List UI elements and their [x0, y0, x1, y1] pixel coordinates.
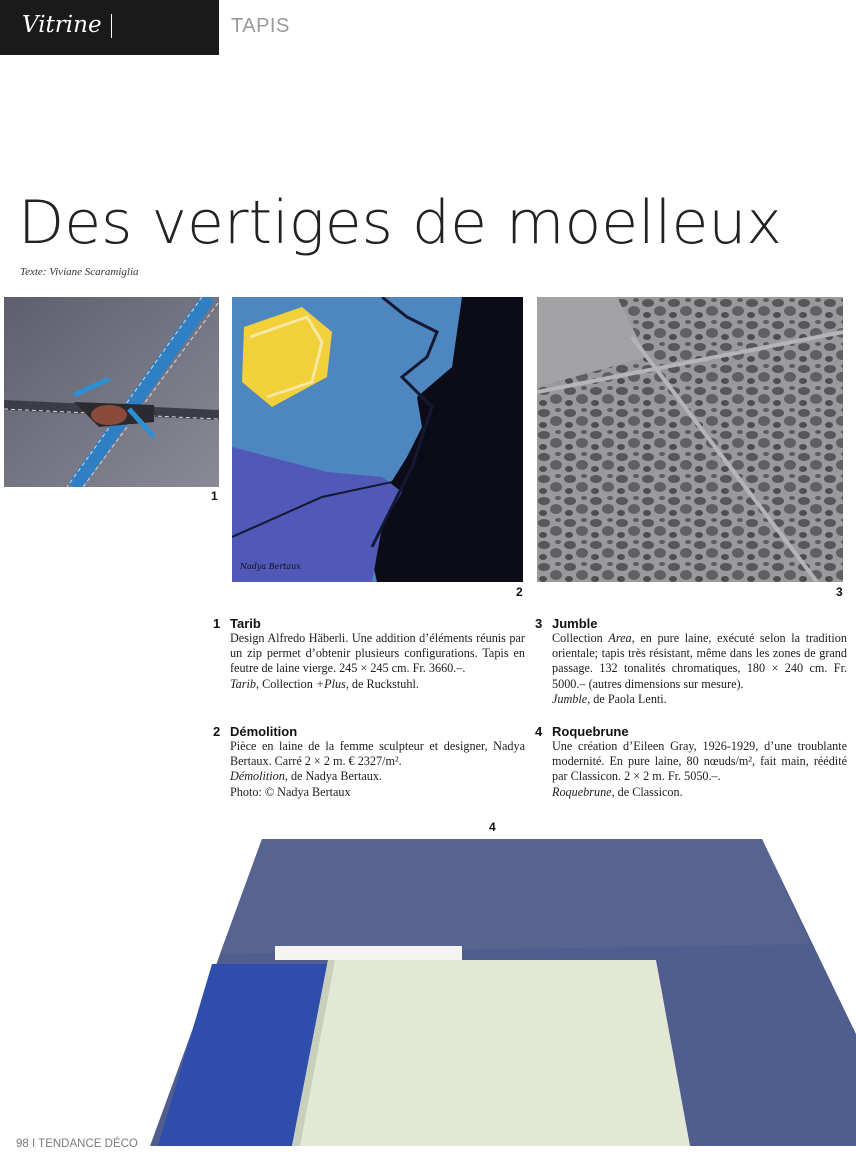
- entry-name: Roquebrune: [552, 724, 629, 739]
- entry-number: 1: [213, 616, 221, 631]
- rubric-divider: [111, 14, 112, 38]
- entry-name: Tarib: [230, 616, 261, 631]
- photo-credit: Photo: © Nadya Bertaux: [230, 784, 351, 799]
- entry-number: 4: [535, 724, 543, 739]
- entry-heading: [213, 724, 525, 739]
- magazine-name: I TENDANCE DÉCO: [32, 1138, 138, 1150]
- entry-credit: Démolition, de Nadya Bertaux.: [230, 769, 382, 784]
- photo-demolition: [232, 297, 523, 582]
- article-title: Des vertiges de moelleux: [18, 188, 782, 258]
- entry-credit: Tarib, Collection +Plus, de Ruckstuhl.: [230, 676, 419, 691]
- entry-body: Design Alfredo Häberli. Une addition d’éléments réunis par un zip permet d’obtenir plusieurs configurations. Tapis en feutre de laine vierge. 245 × 245 cm. Fr. 3660.–.: [230, 631, 525, 676]
- entry-heading: [213, 616, 525, 631]
- photo-tarib: [4, 297, 219, 487]
- fig-2-label: 2: [516, 585, 523, 599]
- entry-demolition: [213, 724, 525, 800]
- entry-heading: [535, 616, 847, 631]
- page-number: 98: [16, 1138, 29, 1150]
- fig-1-label: 1: [211, 489, 218, 503]
- fig-4-label: 4: [489, 820, 496, 834]
- photo-roquebrune: [150, 834, 856, 1161]
- entry-credit: Jumble, de Paola Lenti.: [552, 691, 667, 706]
- entry-credit: Roquebrune, de Classicon.: [552, 784, 683, 799]
- entry-jumble: [535, 616, 847, 707]
- entry-tarib: [213, 616, 525, 692]
- photo-jumble: [537, 297, 843, 582]
- entry-name: Démolition: [230, 724, 298, 739]
- artist-signature: Nadya Bertaux: [240, 562, 301, 571]
- entry-body: Collection Area, en pure laine, exécuté selon la tradition orientale; tapis très résistant, même dans les zones de grand passage. 132 tonalités chromatiques, 180 × 240 cm. Fr. 5000.– (autres dimensions sur mesure).: [552, 631, 847, 691]
- entry-number: 2: [213, 724, 221, 739]
- entry-name: Jumble: [552, 616, 598, 631]
- article-byline: Texte: Viviane Scaramiglia: [20, 266, 139, 278]
- entry-heading: [535, 724, 847, 739]
- entry-body: Pièce en laine de la femme sculpteur et designer, Nadya Bertaux. Carré 2 × 2 m. € 2327/m².: [230, 739, 525, 769]
- entry-roquebrune: [535, 724, 847, 800]
- entry-number: 3: [535, 616, 543, 631]
- fig-3-label: 3: [836, 585, 843, 599]
- page-footer: [16, 1138, 138, 1150]
- section-label: TAPIS: [231, 15, 290, 37]
- rubric-label: Vitrine: [22, 12, 102, 38]
- entry-body: Une création d’Eileen Gray, 1926-1929, d’une troublante modernité. En pure laine, 80 nœuds/m², fait main, réédité par Classicon. 2 × 2 m. Fr. 5050.–.: [552, 739, 847, 784]
